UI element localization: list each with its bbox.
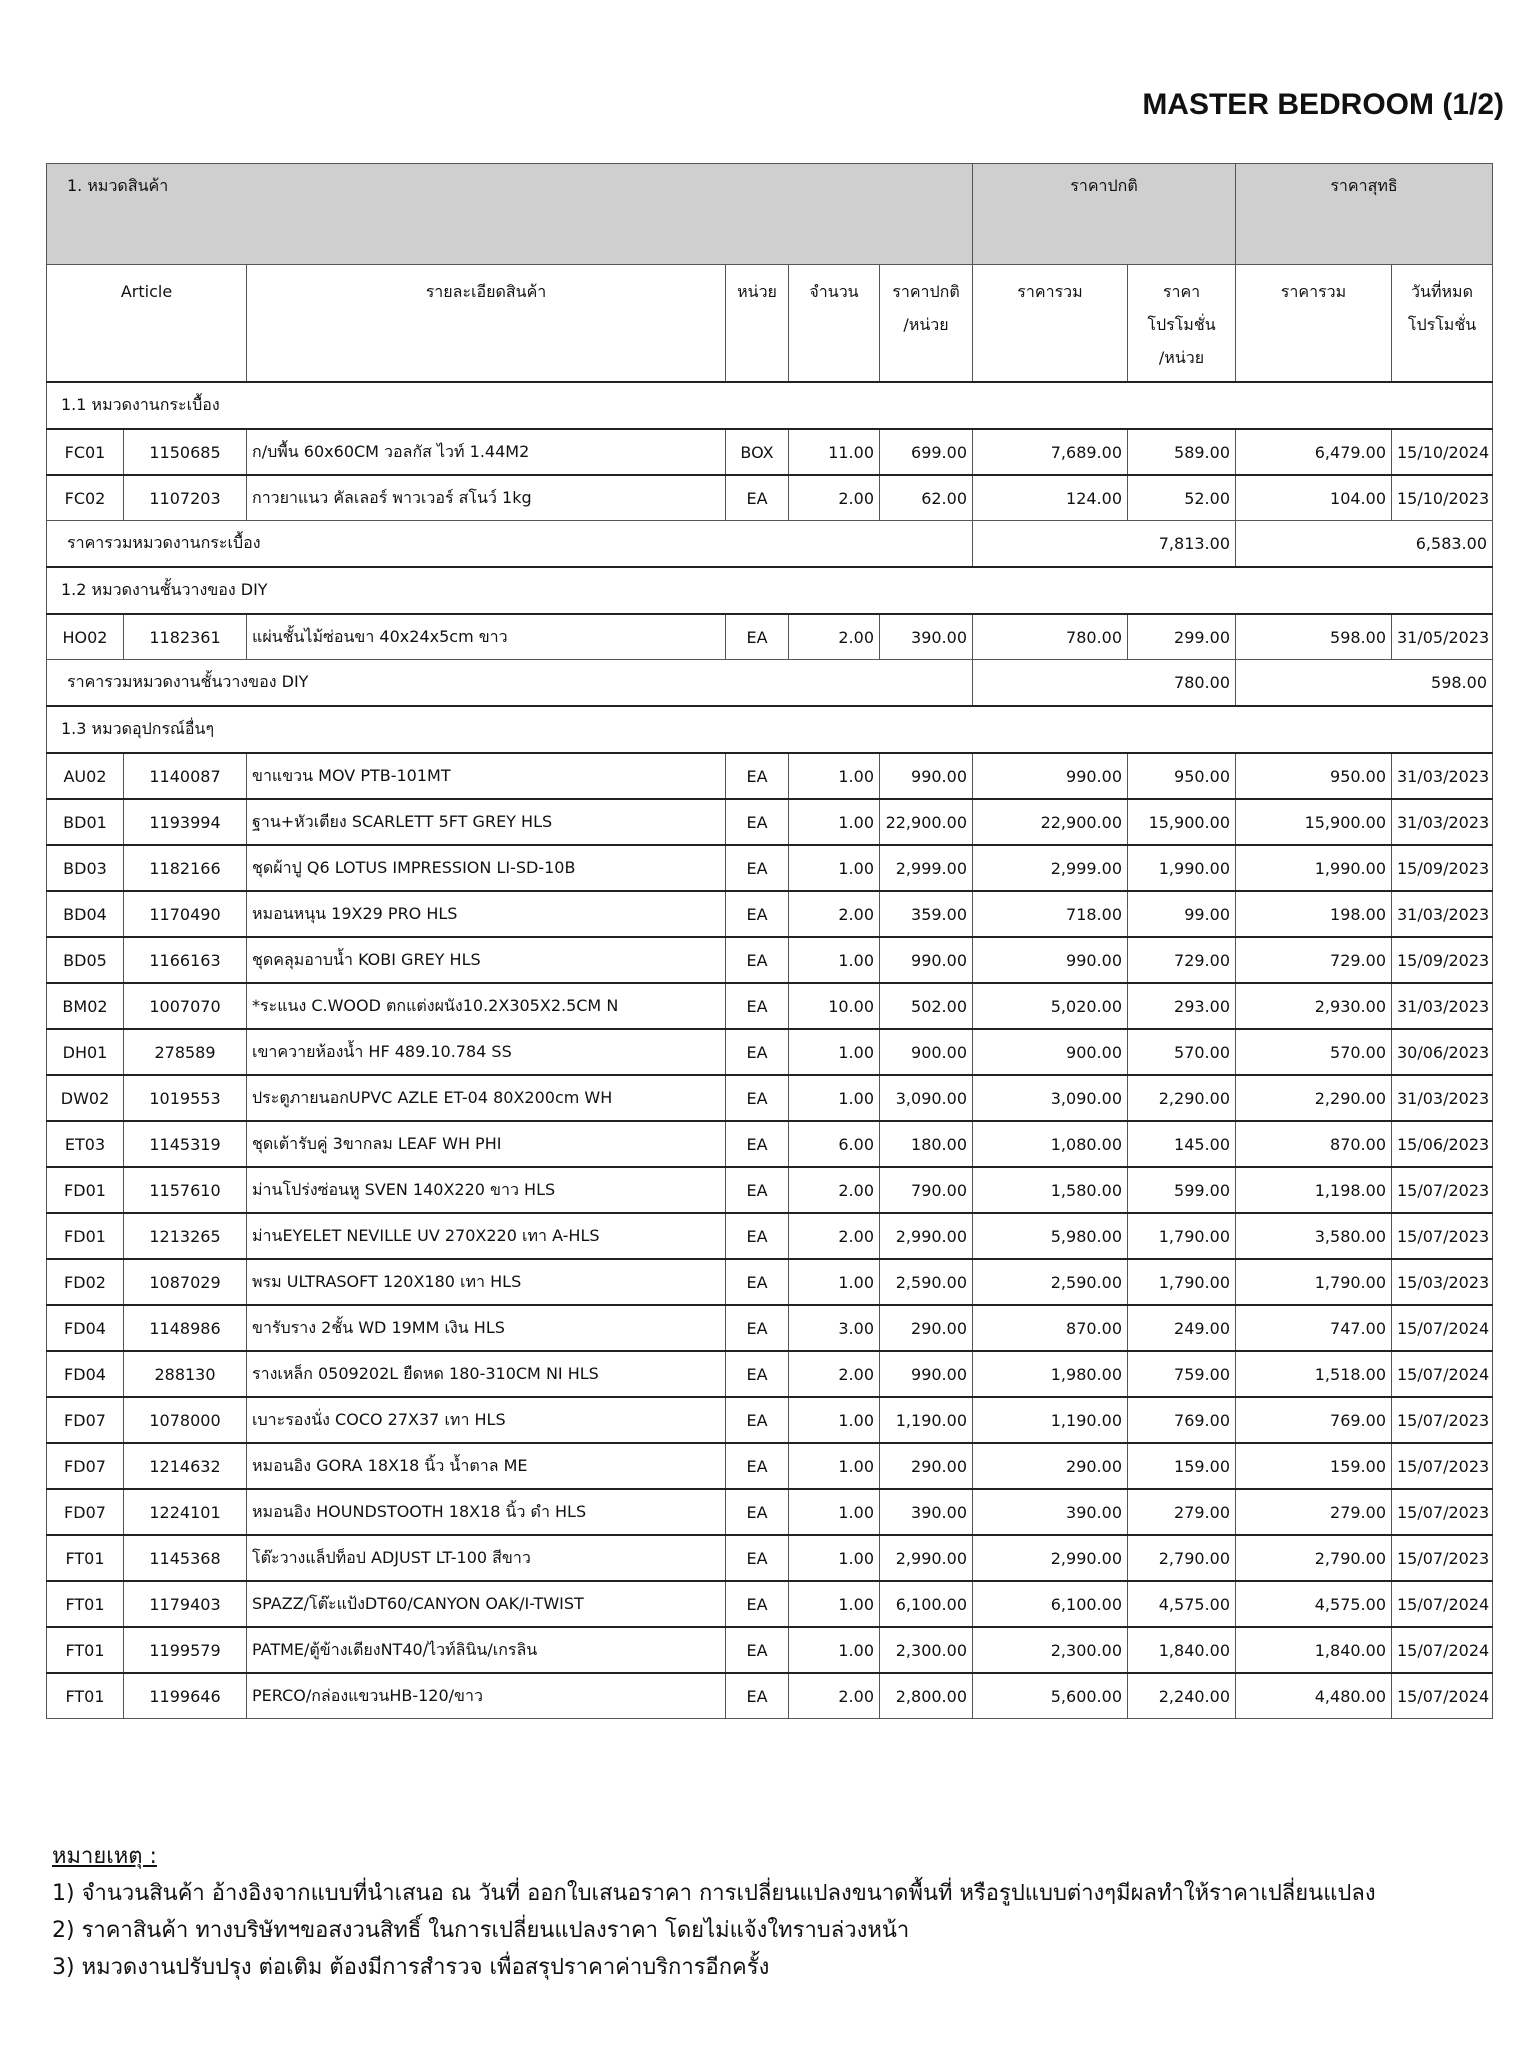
item-unit: EA: [726, 1029, 789, 1075]
item-price: 6,100.00: [880, 1581, 973, 1627]
item-promo-total: 729.00: [1236, 937, 1392, 983]
item-code: BD01: [47, 799, 124, 845]
item-article: 1087029: [124, 1259, 247, 1305]
table-row: [47, 1673, 1493, 1719]
notes-heading: หมายเหตุ :: [52, 1844, 157, 1869]
item-price: 990.00: [880, 937, 973, 983]
table-row: [47, 983, 1493, 1029]
item-end-date: 15/07/2024: [1392, 1627, 1493, 1673]
item-desc: พรม ULTRASOFT 120X180 เทา HLS: [247, 1259, 726, 1305]
section-row: [47, 567, 1493, 614]
item-price: 2,800.00: [880, 1673, 973, 1719]
item-price: 62.00: [880, 475, 973, 521]
item-qty: 3.00: [789, 1305, 880, 1351]
normal-price-header: ราคาปกติ: [973, 164, 1236, 265]
item-article: 1107203: [124, 475, 247, 521]
item-article: 1150685: [124, 429, 247, 475]
item-article: 1166163: [124, 937, 247, 983]
item-promo-price: 769.00: [1128, 1397, 1236, 1443]
item-unit: EA: [726, 1351, 789, 1397]
item-promo-price: 729.00: [1128, 937, 1236, 983]
item-article: 1199646: [124, 1673, 247, 1719]
item-promo-total: 104.00: [1236, 475, 1392, 521]
item-article: 1145319: [124, 1121, 247, 1167]
item-price: 3,090.00: [880, 1075, 973, 1121]
item-code: BD03: [47, 845, 124, 891]
item-end-date: 15/09/2023: [1392, 845, 1493, 891]
item-promo-total: 570.00: [1236, 1029, 1392, 1075]
item-desc: เขาควายห้องน้ำ HF 489.10.784 SS: [247, 1029, 726, 1075]
item-promo-total: 159.00: [1236, 1443, 1392, 1489]
item-unit: EA: [726, 1075, 789, 1121]
table-row: [47, 614, 1493, 660]
item-promo-total: 3,580.00: [1236, 1213, 1392, 1259]
item-price: 22,900.00: [880, 799, 973, 845]
item-promo-price: 99.00: [1128, 891, 1236, 937]
item-price: 900.00: [880, 1029, 973, 1075]
item-unit: EA: [726, 614, 789, 660]
item-end-date: 15/07/2023: [1392, 1397, 1493, 1443]
item-qty: 1.00: [789, 1029, 880, 1075]
item-article: 1214632: [124, 1443, 247, 1489]
item-end-date: 15/10/2023: [1392, 475, 1493, 521]
item-desc: ม่านโปร่งซ่อนหู SVEN 140X220 ขาว HLS: [247, 1167, 726, 1213]
column-header-row: [47, 265, 1493, 383]
table-row: [47, 1397, 1493, 1443]
item-article: 1213265: [124, 1213, 247, 1259]
col-unit: หน่วย: [726, 265, 789, 383]
item-article: 288130: [124, 1351, 247, 1397]
item-qty: 2.00: [789, 1213, 880, 1259]
item-unit: EA: [726, 799, 789, 845]
note-line: 2) ราคาสินค้า ทางบริษัทฯขอสงวนสิทธิ์ ในการเปลี่ยนแปลงราคา โดยไม่แจ้งใทราบล่วงหน้า: [52, 1918, 910, 1943]
item-price: 390.00: [880, 1489, 973, 1535]
price-table: [46, 163, 1493, 1719]
item-desc: ชุดผ้าปู Q6 LOTUS IMPRESSION LI-SD-10B: [247, 845, 726, 891]
item-desc: เบาะรองนั่ง COCO 27X37 เทา HLS: [247, 1397, 726, 1443]
item-promo-total: 950.00: [1236, 753, 1392, 799]
item-qty: 1.00: [789, 1489, 880, 1535]
subtotal-label: ราคารวมหมวดงานชั้นวางของ DIY: [47, 660, 973, 707]
item-total: 990.00: [973, 753, 1128, 799]
item-desc: หมอนอิง HOUNDSTOOTH 18X18 นิ้ว ดำ HLS: [247, 1489, 726, 1535]
item-promo-price: 52.00: [1128, 475, 1236, 521]
item-article: 1182166: [124, 845, 247, 891]
item-qty: 2.00: [789, 614, 880, 660]
item-promo-total: 1,518.00: [1236, 1351, 1392, 1397]
item-code: BD04: [47, 891, 124, 937]
item-promo-price: 1,790.00: [1128, 1259, 1236, 1305]
item-unit: EA: [726, 1305, 789, 1351]
item-qty: 2.00: [789, 1167, 880, 1213]
col-price: ราคาปกติ /หน่วย: [880, 265, 973, 383]
item-article: 1182361: [124, 614, 247, 660]
item-desc: แผ่นชั้นไม้ซ่อนขา 40x24x5cm ขาว: [247, 614, 726, 660]
item-total: 1,580.00: [973, 1167, 1128, 1213]
item-end-date: 15/07/2023: [1392, 1443, 1493, 1489]
item-desc: ชุดเต้ารับคู่ 3ขากลม LEAF WH PHI: [247, 1121, 726, 1167]
item-end-date: 31/03/2023: [1392, 753, 1493, 799]
item-desc: ขาแขวน MOV PTB-101MT: [247, 753, 726, 799]
item-desc: ก/บพื้น 60x60CM วอลกัส ไวท์ 1.44M2: [247, 429, 726, 475]
item-price: 2,990.00: [880, 1213, 973, 1259]
item-price: 290.00: [880, 1443, 973, 1489]
item-qty: 2.00: [789, 891, 880, 937]
item-unit: EA: [726, 1167, 789, 1213]
table-row: [47, 845, 1493, 891]
item-end-date: 15/10/2024: [1392, 429, 1493, 475]
item-promo-price: 293.00: [1128, 983, 1236, 1029]
item-price: 359.00: [880, 891, 973, 937]
item-price: 2,990.00: [880, 1535, 973, 1581]
item-total: 2,590.00: [973, 1259, 1128, 1305]
item-qty: 1.00: [789, 1535, 880, 1581]
item-price: 699.00: [880, 429, 973, 475]
subtotal-total: 780.00: [973, 660, 1236, 707]
item-qty: 2.00: [789, 475, 880, 521]
item-desc: หมอนหนุน 19X29 PRO HLS: [247, 891, 726, 937]
item-price: 1,190.00: [880, 1397, 973, 1443]
item-end-date: 15/09/2023: [1392, 937, 1493, 983]
item-promo-total: 4,480.00: [1236, 1673, 1392, 1719]
subtotal-label: ราคารวมหมวดงานกระเบื้อง: [47, 521, 973, 568]
item-article: 1157610: [124, 1167, 247, 1213]
col-desc: รายละเอียดสินค้า: [247, 265, 726, 383]
item-promo-total: 2,790.00: [1236, 1535, 1392, 1581]
item-unit: EA: [726, 1627, 789, 1673]
page-title: MASTER BEDROOM (1/2): [1142, 88, 1504, 121]
item-code: FD01: [47, 1213, 124, 1259]
item-article: 1179403: [124, 1581, 247, 1627]
item-qty: 2.00: [789, 1673, 880, 1719]
item-promo-price: 2,790.00: [1128, 1535, 1236, 1581]
subtotal-promo-total: 6,583.00: [1236, 521, 1493, 568]
item-code: FT01: [47, 1673, 124, 1719]
item-unit: BOX: [726, 429, 789, 475]
item-article: 1078000: [124, 1397, 247, 1443]
table-row: [47, 799, 1493, 845]
item-qty: 1.00: [789, 1627, 880, 1673]
item-promo-total: 4,575.00: [1236, 1581, 1392, 1627]
item-price: 502.00: [880, 983, 973, 1029]
table-row: [47, 429, 1493, 475]
item-qty: 10.00: [789, 983, 880, 1029]
item-code: FD07: [47, 1489, 124, 1535]
item-article: 1224101: [124, 1489, 247, 1535]
item-price: 990.00: [880, 1351, 973, 1397]
item-promo-price: 2,290.00: [1128, 1075, 1236, 1121]
item-end-date: 15/06/2023: [1392, 1121, 1493, 1167]
item-code: BM02: [47, 983, 124, 1029]
item-end-date: 31/03/2023: [1392, 983, 1493, 1029]
net-price-header: ราคาสุทธิ: [1236, 164, 1493, 265]
table-row: [47, 753, 1493, 799]
item-promo-price: 950.00: [1128, 753, 1236, 799]
item-total: 290.00: [973, 1443, 1128, 1489]
table-row: [47, 1351, 1493, 1397]
item-unit: EA: [726, 1489, 789, 1535]
table-row: [47, 1213, 1493, 1259]
item-total: 1,980.00: [973, 1351, 1128, 1397]
item-code: FT01: [47, 1627, 124, 1673]
item-qty: 1.00: [789, 937, 880, 983]
item-code: FC01: [47, 429, 124, 475]
table-row: [47, 1535, 1493, 1581]
item-total: 3,090.00: [973, 1075, 1128, 1121]
item-promo-total: 198.00: [1236, 891, 1392, 937]
item-end-date: 31/03/2023: [1392, 1075, 1493, 1121]
item-promo-price: 249.00: [1128, 1305, 1236, 1351]
item-qty: 1.00: [789, 845, 880, 891]
item-promo-price: 1,790.00: [1128, 1213, 1236, 1259]
item-article: 1199579: [124, 1627, 247, 1673]
item-end-date: 31/03/2023: [1392, 799, 1493, 845]
item-end-date: 31/03/2023: [1392, 891, 1493, 937]
item-end-date: 15/03/2023: [1392, 1259, 1493, 1305]
item-promo-price: 570.00: [1128, 1029, 1236, 1075]
item-price: 2,999.00: [880, 845, 973, 891]
item-desc: SPAZZ/โต๊ะแป้งDT60/CANYON OAK/I-TWIST: [247, 1581, 726, 1627]
item-promo-total: 1,790.00: [1236, 1259, 1392, 1305]
item-promo-price: 159.00: [1128, 1443, 1236, 1489]
item-qty: 1.00: [789, 799, 880, 845]
note-line: 1) จำนวนสินค้า อ้างอิงจากแบบที่นำเสนอ ณ วันที่ ออกใบเสนอราคา การเปลี่ยนแปลงขนาดพื้นที่ หรือรูปแบบต่างๆมีผลทำให้ราคาเปลี่ยนแปลง: [52, 1881, 1376, 1906]
item-article: 1148986: [124, 1305, 247, 1351]
table-row: [47, 1581, 1493, 1627]
item-code: FT01: [47, 1535, 124, 1581]
subtotal-row: [47, 660, 1493, 707]
item-desc: *ระแนง C.WOOD ตกแต่งผนัง10.2X305X2.5CM N: [247, 983, 726, 1029]
item-total: 6,100.00: [973, 1581, 1128, 1627]
category-header: 1. หมวดสินค้า: [47, 164, 973, 265]
item-total: 2,990.00: [973, 1535, 1128, 1581]
item-desc: โต๊ะวางแล็ปท็อป ADJUST LT-100 สีขาว: [247, 1535, 726, 1581]
col-article: Article: [47, 265, 247, 383]
section-row: [47, 706, 1493, 753]
item-price: 990.00: [880, 753, 973, 799]
item-total: 870.00: [973, 1305, 1128, 1351]
item-code: FD04: [47, 1351, 124, 1397]
item-price: 390.00: [880, 614, 973, 660]
item-unit: EA: [726, 1443, 789, 1489]
item-end-date: 15/07/2023: [1392, 1167, 1493, 1213]
item-total: 390.00: [973, 1489, 1128, 1535]
item-code: DW02: [47, 1075, 124, 1121]
item-end-date: 15/07/2023: [1392, 1535, 1493, 1581]
item-qty: 6.00: [789, 1121, 880, 1167]
item-price: 180.00: [880, 1121, 973, 1167]
item-unit: EA: [726, 1259, 789, 1305]
item-unit: EA: [726, 1121, 789, 1167]
table-row: [47, 1075, 1493, 1121]
item-code: FD04: [47, 1305, 124, 1351]
col-qty: จำนวน: [789, 265, 880, 383]
item-unit: EA: [726, 753, 789, 799]
item-qty: 1.00: [789, 1581, 880, 1627]
item-code: FD07: [47, 1443, 124, 1489]
item-article: 1170490: [124, 891, 247, 937]
table-row: [47, 1259, 1493, 1305]
item-code: AU02: [47, 753, 124, 799]
item-total: 1,190.00: [973, 1397, 1128, 1443]
subtotal-total: 7,813.00: [973, 521, 1236, 568]
item-qty: 1.00: [789, 1443, 880, 1489]
item-promo-price: 589.00: [1128, 429, 1236, 475]
table-row: [47, 1489, 1493, 1535]
subtotal-row: [47, 521, 1493, 568]
item-price: 2,590.00: [880, 1259, 973, 1305]
item-total: 5,020.00: [973, 983, 1128, 1029]
item-end-date: 31/05/2023: [1392, 614, 1493, 660]
item-promo-price: 4,575.00: [1128, 1581, 1236, 1627]
section-row: [47, 382, 1493, 429]
item-unit: EA: [726, 475, 789, 521]
item-total: 124.00: [973, 475, 1128, 521]
table-row: [47, 1167, 1493, 1213]
section-title: 1.1 หมวดงานกระเบื้อง: [47, 382, 1493, 429]
item-promo-total: 1,990.00: [1236, 845, 1392, 891]
item-code: FT01: [47, 1581, 124, 1627]
item-desc: ชุดคลุมอาบน้ำ KOBI GREY HLS: [247, 937, 726, 983]
item-desc: ขารับราง 2ชั้น WD 19MM เงิน HLS: [247, 1305, 726, 1351]
item-desc: ฐาน+หัวเตียง SCARLETT 5FT GREY HLS: [247, 799, 726, 845]
item-total: 718.00: [973, 891, 1128, 937]
item-promo-total: 279.00: [1236, 1489, 1392, 1535]
item-end-date: 15/07/2024: [1392, 1673, 1493, 1719]
item-desc: หมอนอิง GORA 18X18 นิ้ว น้ำตาล ME: [247, 1443, 726, 1489]
item-code: DH01: [47, 1029, 124, 1075]
subtotal-promo-total: 598.00: [1236, 660, 1493, 707]
section-title: 1.2 หมวดงานชั้นวางของ DIY: [47, 567, 1493, 614]
item-promo-total: 6,479.00: [1236, 429, 1392, 475]
item-promo-total: 769.00: [1236, 1397, 1392, 1443]
item-code: ET03: [47, 1121, 124, 1167]
item-total: 2,999.00: [973, 845, 1128, 891]
item-promo-price: 1,840.00: [1128, 1627, 1236, 1673]
item-total: 5,600.00: [973, 1673, 1128, 1719]
item-qty: 2.00: [789, 1351, 880, 1397]
table-row: [47, 1305, 1493, 1351]
table-row: [47, 1121, 1493, 1167]
table-row: [47, 1029, 1493, 1075]
item-total: 22,900.00: [973, 799, 1128, 845]
item-promo-price: 145.00: [1128, 1121, 1236, 1167]
item-total: 780.00: [973, 614, 1128, 660]
table-row: [47, 1627, 1493, 1673]
item-end-date: 15/07/2024: [1392, 1305, 1493, 1351]
table-row: [47, 475, 1493, 521]
col-promo: ราคา โปรโมชั่น /หน่วย: [1128, 265, 1236, 383]
table-row: [47, 1443, 1493, 1489]
table-row: [47, 891, 1493, 937]
item-promo-price: 759.00: [1128, 1351, 1236, 1397]
notes: [52, 1838, 1376, 1986]
item-article: 278589: [124, 1029, 247, 1075]
item-total: 900.00: [973, 1029, 1128, 1075]
item-code: HO02: [47, 614, 124, 660]
item-code: BD05: [47, 937, 124, 983]
item-promo-price: 599.00: [1128, 1167, 1236, 1213]
item-unit: EA: [726, 845, 789, 891]
item-total: 5,980.00: [973, 1213, 1128, 1259]
item-promo-price: 15,900.00: [1128, 799, 1236, 845]
group-header-row: [47, 164, 1493, 265]
item-qty: 1.00: [789, 1397, 880, 1443]
item-code: FD07: [47, 1397, 124, 1443]
item-total: 990.00: [973, 937, 1128, 983]
item-qty: 1.00: [789, 1259, 880, 1305]
item-promo-price: 279.00: [1128, 1489, 1236, 1535]
item-article: 1007070: [124, 983, 247, 1029]
item-desc: PERCO/กล่องแขวนHB-120/ขาว: [247, 1673, 726, 1719]
item-article: 1193994: [124, 799, 247, 845]
item-end-date: 15/07/2024: [1392, 1581, 1493, 1627]
item-code: FC02: [47, 475, 124, 521]
item-promo-total: 15,900.00: [1236, 799, 1392, 845]
item-code: FD02: [47, 1259, 124, 1305]
item-desc: ม่านEYELET NEVILLE UV 270X220 เทา A-HLS: [247, 1213, 726, 1259]
item-unit: EA: [726, 983, 789, 1029]
item-unit: EA: [726, 1397, 789, 1443]
section-title: 1.3 หมวดอุปกรณ์อื่นๆ: [47, 706, 1493, 753]
item-qty: 1.00: [789, 753, 880, 799]
item-code: FD01: [47, 1167, 124, 1213]
item-end-date: 15/07/2024: [1392, 1351, 1493, 1397]
item-qty: 1.00: [789, 1075, 880, 1121]
item-unit: EA: [726, 1673, 789, 1719]
item-end-date: 15/07/2023: [1392, 1213, 1493, 1259]
item-promo-total: 870.00: [1236, 1121, 1392, 1167]
item-unit: EA: [726, 1213, 789, 1259]
item-price: 2,300.00: [880, 1627, 973, 1673]
item-promo-price: 1,990.00: [1128, 845, 1236, 891]
note-line: 3) หมวดงานปรับปรุง ต่อเติม ต้องมีการสำรวจ เพื่อสรุปราคาค่าบริการอีกครั้ง: [52, 1955, 770, 1980]
item-total: 7,689.00: [973, 429, 1128, 475]
item-desc: ประตูภายนอกUPVC AZLE ET-04 80X200cm WH: [247, 1075, 726, 1121]
item-promo-total: 1,198.00: [1236, 1167, 1392, 1213]
item-promo-price: 2,240.00: [1128, 1673, 1236, 1719]
item-unit: EA: [726, 1535, 789, 1581]
item-price: 290.00: [880, 1305, 973, 1351]
item-promo-total: 2,930.00: [1236, 983, 1392, 1029]
item-unit: EA: [726, 1581, 789, 1627]
item-promo-total: 747.00: [1236, 1305, 1392, 1351]
item-total: 1,080.00: [973, 1121, 1128, 1167]
item-unit: EA: [726, 891, 789, 937]
table-row: [47, 937, 1493, 983]
item-desc: กาวยาแนว คัลเลอร์ พาวเวอร์ สโนว์ 1kg: [247, 475, 726, 521]
item-unit: EA: [726, 937, 789, 983]
item-article: 1145368: [124, 1535, 247, 1581]
item-article: 1019553: [124, 1075, 247, 1121]
item-promo-price: 299.00: [1128, 614, 1236, 660]
item-desc: รางเหล็ก 0509202L ยืดหด 180-310CM NI HLS: [247, 1351, 726, 1397]
col-total: ราคารวม: [973, 265, 1128, 383]
item-qty: 11.00: [789, 429, 880, 475]
item-promo-total: 2,290.00: [1236, 1075, 1392, 1121]
item-end-date: 15/07/2023: [1392, 1489, 1493, 1535]
item-end-date: 30/06/2023: [1392, 1029, 1493, 1075]
item-promo-total: 1,840.00: [1236, 1627, 1392, 1673]
col-end-date: วันที่หมด โปรโมชั่น: [1392, 265, 1493, 383]
col-promo-total: ราคารวม: [1236, 265, 1392, 383]
item-desc: PATME/ตู้ข้างเตียงNT40/ไวท์ลินิน/เกรลิน: [247, 1627, 726, 1673]
item-price: 790.00: [880, 1167, 973, 1213]
item-article: 1140087: [124, 753, 247, 799]
item-promo-total: 598.00: [1236, 614, 1392, 660]
item-total: 2,300.00: [973, 1627, 1128, 1673]
